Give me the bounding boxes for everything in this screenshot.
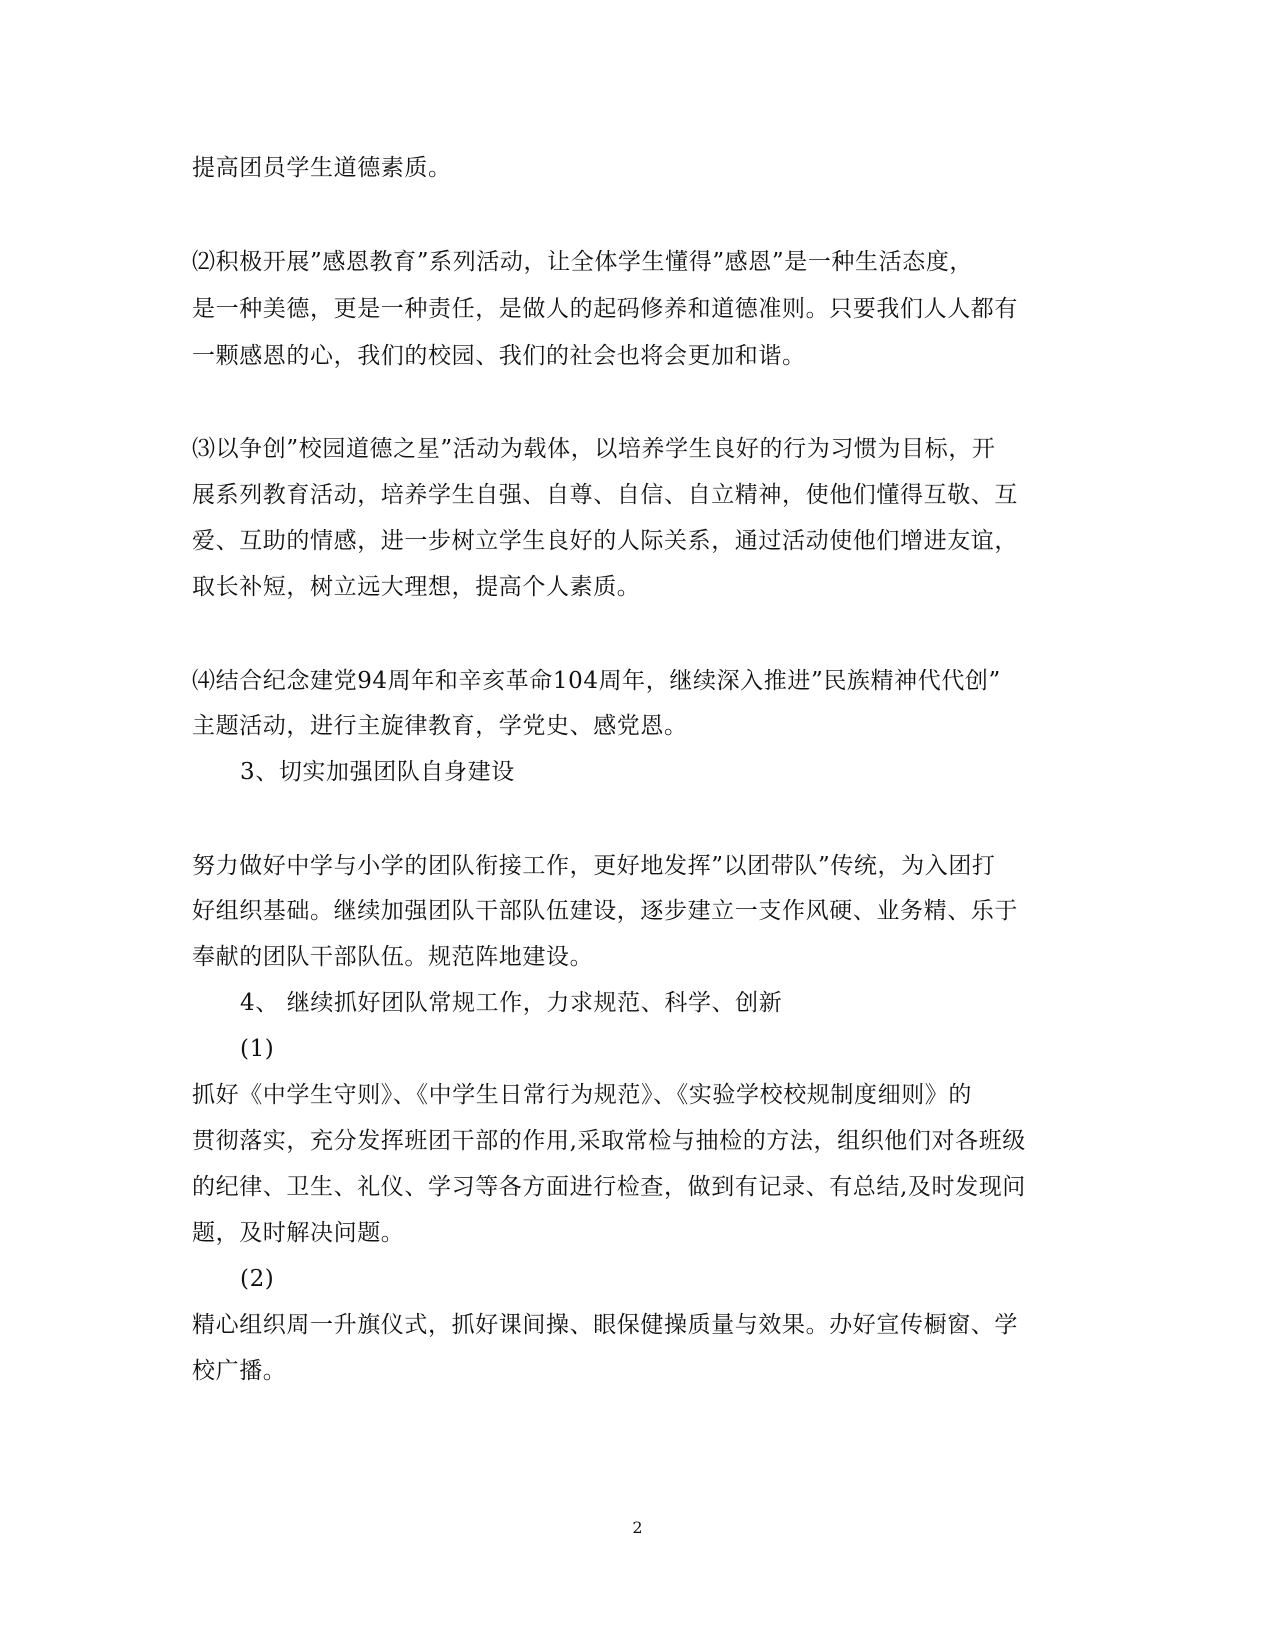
- section-heading: 4、 继续抓好团队常规工作，力求规范、科学、创新: [240, 990, 783, 1016]
- text-line: 是一种美德，更是一种责任，是做人的起码修养和道德准则。只要我们人人都有: [192, 296, 1018, 322]
- text-line: 贯彻落实，充分发挥班团干部的作用,采取常检与抽检的方法，组织他们对各班级: [192, 1128, 1026, 1154]
- item-number: (1): [240, 1036, 275, 1062]
- text-line: 抓好《中学生守则》、《中学生日常行为规范》、《实验学校校规制度细则》的: [192, 1082, 972, 1108]
- page-number: 2: [632, 1518, 643, 1537]
- section-heading: 3、切实加强团队自身建设: [240, 759, 515, 785]
- text-line: 好组织基础。继续加强团队干部队伍建设，逐步建立一支作风硬、业务精、乐于: [192, 898, 1018, 924]
- text-line: 取长补短，树立远大理想，提高个人素质。: [192, 574, 641, 600]
- text-line: 题，及时解决问题。: [192, 1220, 405, 1246]
- text-line: 的纪律、卫生、礼仪、学习等各方面进行检查，做到有记录、有总结,及时发现问: [192, 1174, 1026, 1200]
- text-line: 一颗感恩的心，我们的校园、我们的社会也将会更加和谐。: [192, 343, 806, 369]
- text-line: ⑵积极开展”感恩教育”系列活动，让全体学生懂得”感恩”是一种生活态度，: [192, 249, 974, 275]
- text-line: 努力做好中学与小学的团队衔接工作，更好地发挥”以团带队”传统，为入团打: [192, 853, 996, 879]
- text-line: 爱、互助的情感，进一步树立学生良好的人际关系，通过活动使他们增进友谊，: [192, 528, 1018, 554]
- text-line: 精心组织周一升旗仪式，抓好课间操、眼保健操质量与效果。办好宣传橱窗、学: [192, 1312, 1018, 1338]
- text-line: 展系列教育活动，培养学生自强、自尊、自信、自立精神，使他们懂得互敬、互: [192, 482, 1018, 508]
- text-line: ⑷结合纪念建党94周年和辛亥革命104周年，继续深入推进”民族精神代代创”: [192, 668, 1001, 694]
- text-line: 奉献的团队干部队伍。规范阵地建设。: [192, 944, 594, 970]
- text-line: 提高团员学生道德素质。: [192, 155, 452, 181]
- text-line: 主题活动，进行主旋律教育，学党史、感党恩。: [192, 713, 688, 739]
- item-number: (2): [240, 1266, 275, 1292]
- text-line: 校广播。: [192, 1358, 287, 1384]
- text-line: ⑶以争创”校园道德之星”活动为载体，以培养学生良好的行为习惯为目标，开: [192, 436, 996, 462]
